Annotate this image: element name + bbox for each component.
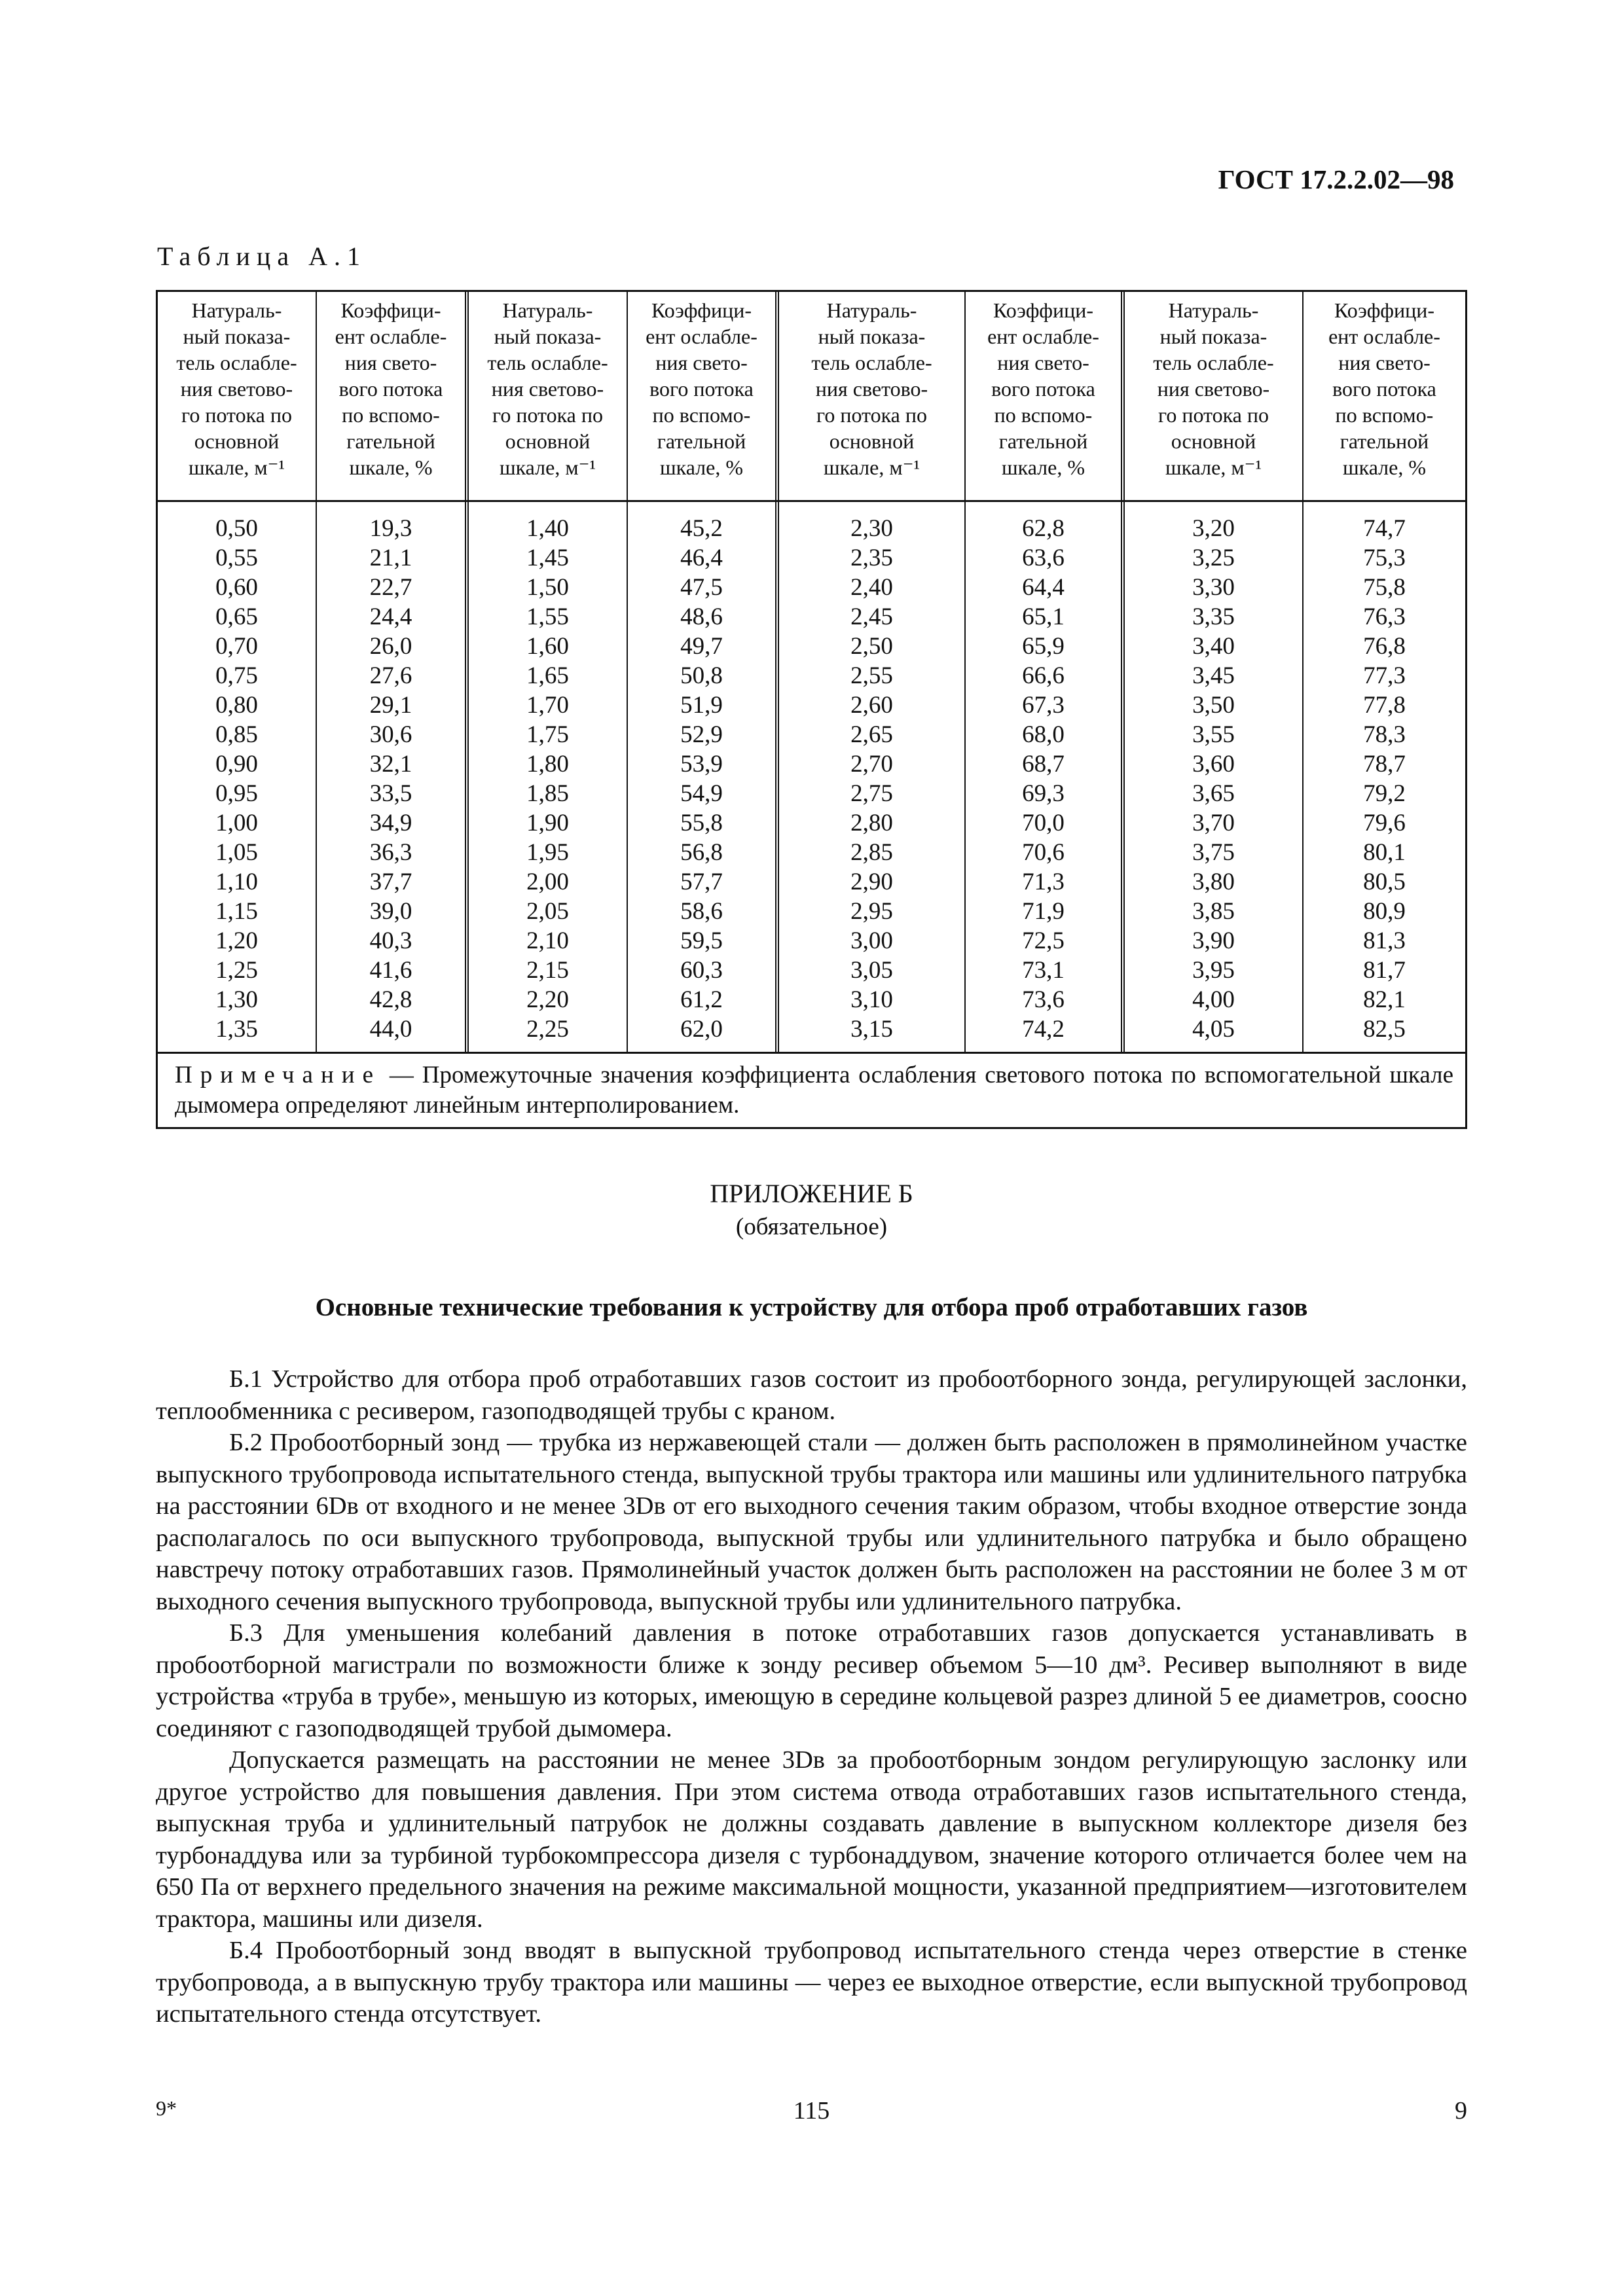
table-cell: 1,60 (526, 633, 569, 660)
paragraph-b3-cont: Допускается размещать на расстоянии не менее 3Dв за пробоотборным зондом регулирующую заслонку или другое устройство для повышения давления. При этом система отвода отработавших газов испытательного стенда, выпускная труба и удлинительный патрубок не должны создавать давление в выпускном коллекторе дизеля без турбонаддува или за турбиной турбокомпрессора дизеля с турбонаддувом, значение которого отличается более чем на 650 Па от верхнего предельного значения на режиме максимальной мощности, указанной предприятием—изготовителем трактора, машины или дизеля. (156, 1746, 1467, 1933)
table-cell: 36,3 (369, 839, 412, 866)
table-cell: 73,1 (1022, 957, 1065, 984)
table-cell: 68,0 (1022, 721, 1065, 748)
table-cell: 21,1 (369, 545, 412, 571)
header-coefficient-3: Коэффици- ент ослабле- ния свето- вого потока по вспомо- гательной шкале, % (966, 292, 1125, 500)
table-cell: 57,7 (680, 869, 723, 895)
column-natural-index-3 (779, 502, 966, 1052)
table-cell: 2,45 (850, 603, 893, 630)
table-cell: 1,70 (526, 692, 569, 719)
footer-sheet-mark: 9* (156, 2096, 177, 2120)
footer-page-number: 115 (793, 2097, 830, 2125)
table-cell: 45,2 (680, 515, 723, 542)
table-cell: 60,3 (680, 957, 723, 984)
table-cell: 62,0 (680, 1016, 723, 1043)
table-cell: 1,25 (215, 957, 258, 984)
table-cell: 1,40 (526, 515, 569, 542)
table-cell: 1,15 (215, 898, 258, 925)
table-cell: 0,95 (215, 780, 258, 807)
table-cell: 1,35 (215, 1016, 258, 1043)
table-cell: 26,0 (369, 633, 412, 660)
table-cell: 49,7 (680, 633, 723, 660)
table-cell: 27,6 (369, 662, 412, 689)
column-coefficient-1 (317, 502, 469, 1052)
table-cell: 78,3 (1363, 721, 1406, 748)
table-cell: 19,3 (369, 515, 412, 542)
column-coefficient-3 (966, 502, 1125, 1052)
table-cell: 76,8 (1363, 633, 1406, 660)
table-cell: 3,45 (1192, 662, 1235, 689)
table-cell: 3,90 (1192, 927, 1235, 954)
table-cell: 1,20 (215, 927, 258, 954)
table-cell: 2,85 (850, 839, 893, 866)
table-cell: 64,4 (1022, 574, 1065, 601)
column-coefficient-4 (1304, 502, 1465, 1052)
paragraph-b2: Б.2 Пробоотборный зонд — трубка из нержавеющей стали — должен быть расположен в прямолинейном участке выпускного трубопровода испытательного стенда, выпускной трубы трактора или машины или удлинительного патрубка на расстоянии 6Dв от входного и не менее 3Dв от его выходного сечения таким образом, чтобы входное отверстие зонда располагалось по оси выпускного трубопровода, выпускной трубы или удлинительного патрубка и было обращено навстречу потоку отработавших газов. Прямолинейный участок должен быть расположен на расстоянии не более 3 м от выходного сечения выпускного трубопровода, выпускной трубы или удлинительного патрубка. (156, 1429, 1467, 1615)
table-cell: 3,30 (1192, 574, 1235, 601)
table-cell: 3,95 (1192, 957, 1235, 984)
table-note (158, 1054, 1465, 1127)
table-cell: 1,30 (215, 986, 258, 1013)
table-cell: 75,3 (1363, 545, 1406, 571)
table-cell: 77,3 (1363, 662, 1406, 689)
table-cell: 3,25 (1192, 545, 1235, 571)
table-cell: 1,10 (215, 869, 258, 895)
table-cell: 70,6 (1022, 839, 1065, 866)
table-cell: 2,00 (526, 869, 569, 895)
table-cell: 3,65 (1192, 780, 1235, 807)
table-cell: 2,55 (850, 662, 893, 689)
footer-doc-page: 9 (1455, 2097, 1467, 2125)
table-cell: 2,25 (526, 1016, 569, 1043)
table-cell: 46,4 (680, 545, 723, 571)
table-cell: 77,8 (1363, 692, 1406, 719)
table-cell: 2,90 (850, 869, 893, 895)
table-cell: 24,4 (369, 603, 412, 630)
table-cell: 37,7 (369, 869, 412, 895)
table-cell: 2,65 (850, 721, 893, 748)
table-cell: 3,60 (1192, 751, 1235, 778)
table-cell: 74,2 (1022, 1016, 1065, 1043)
table-cell: 61,2 (680, 986, 723, 1013)
table-cell: 1,80 (526, 751, 569, 778)
table-cell: 2,35 (850, 545, 893, 571)
table-cell: 1,05 (215, 839, 258, 866)
table-cell: 2,70 (850, 751, 893, 778)
table-cell: 82,5 (1363, 1016, 1406, 1043)
column-natural-index-2 (469, 502, 628, 1052)
table-cell: 50,8 (680, 662, 723, 689)
table-cell: 1,65 (526, 662, 569, 689)
table-cell: 2,50 (850, 633, 893, 660)
table-cell: 0,70 (215, 633, 258, 660)
column-natural-index-1 (158, 502, 317, 1052)
table-cell: 1,75 (526, 721, 569, 748)
table-cell: 3,40 (1192, 633, 1235, 660)
table-cell: 34,9 (369, 810, 412, 836)
header-natural-index-2: Натураль- ный показа- тель ослабле- ния светово- го потока по основной шкале, м⁻¹ (469, 292, 628, 500)
table-cell: 82,1 (1363, 986, 1406, 1013)
table-cell: 42,8 (369, 986, 412, 1013)
header-coefficient-2: Коэффици- ент ослабле- ния свето- вого потока по вспомо- гательной шкале, % (628, 292, 779, 500)
table-cell: 3,70 (1192, 810, 1235, 836)
table-cell: 1,50 (526, 574, 569, 601)
table-cell: 47,5 (680, 574, 723, 601)
table-cell: 56,8 (680, 839, 723, 866)
table-cell: 3,80 (1192, 869, 1235, 895)
table-cell: 67,3 (1022, 692, 1065, 719)
header-coefficient-4: Коэффици- ент ослабле- ния свето- вого потока по вспомо- гательной шкале, % (1328, 298, 1440, 479)
standard-number: ГОСТ 17.2.2.02—98 (1218, 164, 1454, 194)
table-cell: 58,6 (680, 898, 723, 925)
table-cell: 71,9 (1022, 898, 1065, 925)
table-cell: 30,6 (369, 721, 412, 748)
table-cell: 68,7 (1022, 751, 1065, 778)
table-cell: 2,20 (526, 986, 569, 1013)
table-cell: 2,95 (850, 898, 893, 925)
table-cell: 2,75 (850, 780, 893, 807)
table-cell: 65,1 (1022, 603, 1065, 630)
table-cell: 22,7 (369, 574, 412, 601)
column-natural-index-4 (1125, 502, 1304, 1052)
table-cell: 1,45 (526, 545, 569, 571)
table-cell: 74,7 (1363, 515, 1406, 542)
table-cell: 51,9 (680, 692, 723, 719)
table-cell: 1,85 (526, 780, 569, 807)
table-cell: 63,6 (1022, 545, 1065, 571)
table-cell: 3,10 (850, 986, 893, 1013)
table-cell: 59,5 (680, 927, 723, 954)
table-cell: 75,8 (1363, 574, 1406, 601)
table-cell: 3,20 (1192, 515, 1235, 542)
table-cell: 69,3 (1022, 780, 1065, 807)
table-cell: 44,0 (369, 1016, 412, 1043)
table-cell: 2,10 (526, 927, 569, 954)
table-cell: 0,55 (215, 545, 258, 571)
note-label: Примечание (175, 1062, 381, 1088)
table-cell: 80,5 (1363, 869, 1406, 895)
table-cell: 53,9 (680, 751, 723, 778)
table-cell: 81,3 (1363, 927, 1406, 954)
header-coefficient-1: Коэффици- ент ослабле- ния свето- вого потока по вспомо- гательной шкале, % (317, 292, 469, 500)
header-natural-index-1: Натураль- ный показа- тель ослабле- ния светово- го потока по основной шкале, м⁻¹ (158, 292, 317, 500)
table-cell: 40,3 (369, 927, 412, 954)
note-text: — Промежуточные значения коэффициента ослабления светового потока по вспомогательной шкале дымомера определяют линейным интерполированием. (175, 1062, 1453, 1119)
attenuation-table (156, 290, 1467, 1129)
table-cell: 81,7 (1363, 957, 1406, 984)
table-cell: 0,85 (215, 721, 258, 748)
table-cell: 2,60 (850, 692, 893, 719)
table-cell: 79,2 (1363, 780, 1406, 807)
table-cell: 52,9 (680, 721, 723, 748)
table-cell: 1,90 (526, 810, 569, 836)
table-cell: 2,15 (526, 957, 569, 984)
table-cell: 71,3 (1022, 869, 1065, 895)
table-cell: 4,00 (1192, 986, 1235, 1013)
table-cell: 29,1 (369, 692, 412, 719)
header-natural-index-4: Натураль- ный показа- тель ослабле- ния светово- го потока по основной шкале, м⁻¹ (1125, 292, 1304, 500)
table-cell: 3,05 (850, 957, 893, 984)
section-heading: Основные технические требования к устройству для отбора проб отработавших газов (315, 1293, 1308, 1321)
paragraph-b1: Б.1 Устройство для отбора проб отработавших газов состоит из пробоотборного зонда, регулирующей заслонки, теплообменника с ресивером, газоподводящей трубы с краном. (156, 1365, 1467, 1425)
table-cell: 70,0 (1022, 810, 1065, 836)
table-cell: 0,75 (215, 662, 258, 689)
table-cell: 0,90 (215, 751, 258, 778)
table-cell: 62,8 (1022, 515, 1065, 542)
table-cell: 1,95 (526, 839, 569, 866)
table-cell: 1,00 (215, 810, 258, 836)
table-cell: 39,0 (369, 898, 412, 925)
table-cell: 2,05 (526, 898, 569, 925)
appendix-title: ПРИЛОЖЕНИЕ Б (710, 1179, 913, 1208)
table-cell: 2,30 (850, 515, 893, 542)
table-cell: 3,50 (1192, 692, 1235, 719)
table-cell: 3,15 (850, 1016, 893, 1043)
table-header-row (158, 292, 1465, 502)
table-cell: 1,55 (526, 603, 569, 630)
table-cell: 65,9 (1022, 633, 1065, 660)
column-coefficient-2 (628, 502, 779, 1052)
table-body (158, 502, 1465, 1054)
table-cell: 73,6 (1022, 986, 1065, 1013)
table-cell: 48,6 (680, 603, 723, 630)
table-cell: 0,50 (215, 515, 258, 542)
table-cell: 3,55 (1192, 721, 1235, 748)
table-cell: 76,3 (1363, 603, 1406, 630)
table-cell: 41,6 (369, 957, 412, 984)
table-cell: 80,9 (1363, 898, 1406, 925)
paragraph-b3: Б.3 Для уменьшения колебаний давления в потоке отработавших газов допускается устанавливать в пробоотборной магистрали по возможности ближе к зонду ресивер объемом 5—10 дм³. Ресивер выполняют в виде устройства «труба в трубе», меньшую из которых, имеющую в середине кольцевой разрез длиной 5 ее диаметров, соосно соединяют с газоподводящей трубой дымомера. (156, 1619, 1467, 1742)
table-cell: 2,40 (850, 574, 893, 601)
paragraph-b4: Б.4 Пробоотборный зонд вводят в выпускной трубопровод испытательного стенда через отверстие в стенке трубопровода, а в выпускную трубу трактора или машины — через ее выходное отверстие, если выпускной трубопровод испытательного стенда отсутствует. (156, 1937, 1467, 2028)
table-cell: 79,6 (1363, 810, 1406, 836)
table-cell: 33,5 (369, 780, 412, 807)
table-cell: 72,5 (1022, 927, 1065, 954)
appendix-subtitle: (обязательное) (735, 1213, 888, 1240)
table-cell: 0,65 (215, 603, 258, 630)
table-cell: 3,00 (850, 927, 893, 954)
table-cell: 54,9 (680, 780, 723, 807)
header-natural-index-3: Натураль- ный показа- тель ослабле- ния светово- го потока по основной шкале, м⁻¹ (779, 292, 966, 500)
table-caption: Таблица А.1 (157, 242, 367, 271)
body-text (156, 1363, 1467, 2030)
table-cell: 3,75 (1192, 839, 1235, 866)
table-cell: 78,7 (1363, 751, 1406, 778)
table-cell: 32,1 (369, 751, 412, 778)
table-cell: 55,8 (680, 810, 723, 836)
table-cell: 80,1 (1363, 839, 1406, 866)
table-cell: 0,80 (215, 692, 258, 719)
table-cell: 0,60 (215, 574, 258, 601)
table-cell: 3,35 (1192, 603, 1235, 630)
table-cell: 4,05 (1192, 1016, 1235, 1043)
table-cell: 3,85 (1192, 898, 1235, 925)
table-cell: 66,6 (1022, 662, 1065, 689)
table-cell: 2,80 (850, 810, 893, 836)
